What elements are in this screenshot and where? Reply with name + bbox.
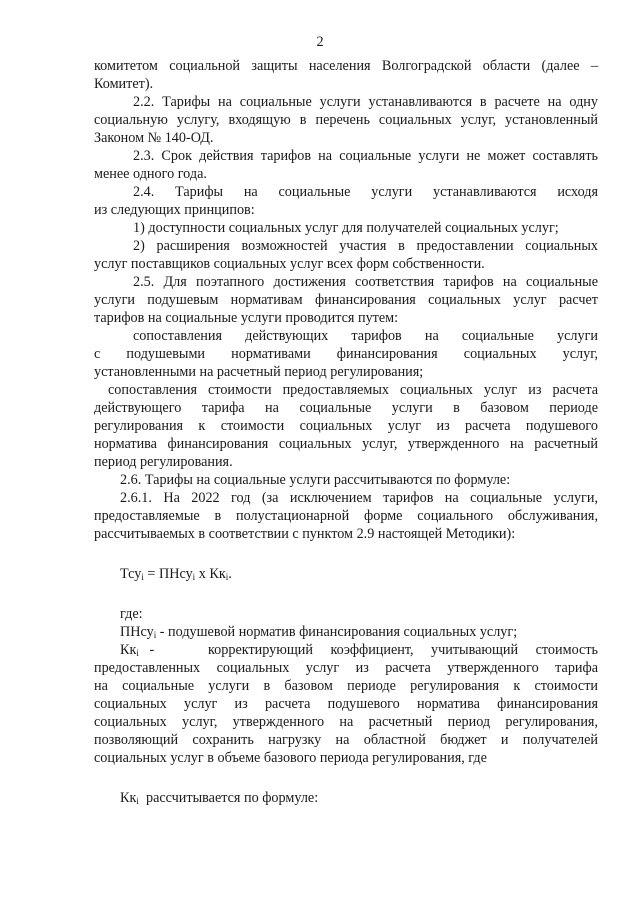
text-line: Законом № 140-ОД. (94, 130, 214, 146)
paragraph-2-3: 2.3. Срок действия тарифов на социальные услуги не может составлять (133, 148, 598, 164)
formula-kk: Кк (209, 566, 226, 582)
text-line: норматива финансирования социальных услуг, утвержденного на расчетный (94, 436, 598, 452)
page-number: 2 (316, 34, 324, 50)
formula-pnsu: ПНсу (158, 566, 193, 582)
formula-index: i (192, 572, 196, 582)
text-line: из следующих принципов: (94, 202, 255, 218)
paragraph-2-4: 2.4. Тарифы на социальные услуги устанавливаются исходя (133, 184, 598, 200)
formula-equals: = (147, 566, 156, 582)
formula-index: i (141, 572, 144, 582)
text-line: установленными на расчетный период регулирования; (94, 364, 424, 380)
definition-pnsu: ПНсу$_i$ - подушевой норматив финансирования социальных услуг; (120, 624, 518, 640)
formula-tariff (120, 566, 598, 584)
formula-tsu: Тсу (120, 566, 142, 582)
text-line: позволяющий сохранить нагрузку на областной бюджет и получателей (94, 732, 598, 748)
paragraph-2-6: 2.6. Тарифы на социальные услуги рассчитываются по формуле: (120, 472, 511, 488)
text-line: социальных услуг, утвержденного на расчетный период регулирования, (94, 714, 598, 730)
text-line: предоставленных социальных услуг из расчета утвержденного тарифа (94, 660, 598, 676)
text-line: тарифов на социальные услуги проводится путем: (94, 310, 399, 326)
text-line: комитетом социальной защиты населения Волгоградской области (далее – (94, 58, 598, 74)
paragraph-2-5: 2.5. Для поэтапного достижения соответствия тарифов на социальные (133, 274, 598, 290)
principle-1: 1) доступности социальных услуг для получателей социальных услуг; (133, 220, 559, 236)
text-line: услуги подушевым нормативам финансирования социальных услуг расчет (94, 292, 598, 308)
kk-formula-intro: $Кк_i$ рассчитывается по формуле: (120, 790, 319, 806)
paragraph-2-2: 2.2. Тарифы на социальные услуги устанавливаются в расчете на одну (133, 94, 598, 110)
formula-index: i (225, 572, 229, 582)
formula-times: х (198, 566, 206, 582)
comparison-2: сопоставления стоимости предоставляемых социальных услуг из расчета (108, 382, 598, 398)
text-line: период регулирования. (94, 454, 233, 470)
text-line: Комитет). (94, 76, 154, 92)
text-line: на социальные услуги в базовом периоде регулирования к стоимости (94, 678, 598, 694)
text-line: социальную услугу, входящую в перечень социальных услуг, установленный (94, 112, 598, 128)
text-line: регулирования к стоимости социальных услуг из расчета подушевого (94, 418, 598, 434)
text-line: действующего тарифа на социальные услуги в базовом периоде (94, 400, 598, 416)
text-line: социальных услуг из расчета подушевого норматива финансирования (94, 696, 598, 712)
text-line: услуг поставщиков социальных услуг всех форм собственности. (94, 256, 485, 272)
where-label: где: (120, 606, 143, 622)
text-line: с подушевыми нормативами финансирования социальных услуг, (94, 346, 598, 362)
formula-period: . (228, 566, 232, 582)
comparison-1: сопоставления действующих тарифов на социальные услуги (133, 328, 598, 344)
text-line: предоставляемые в полустационарной форме социального обслуживания, (94, 508, 598, 524)
text-line: социальных услуг в объеме базового периода регулирования, где (94, 750, 487, 766)
text-line: менее одного года. (94, 166, 207, 182)
paragraph-2-6-1: 2.6.1. На 2022 год (за исключением тарифов на социальные услуги, (120, 490, 598, 506)
definition-kk: $Кк_i$ - корректирующий коэффициент, учитывающий стоимость (120, 642, 598, 658)
text-line: рассчитываемых в соответствии с пунктом 2.9 настоящей Методики): (94, 526, 516, 542)
principle-2: 2) расширения возможностей участия в предоставлении социальных (133, 238, 598, 254)
